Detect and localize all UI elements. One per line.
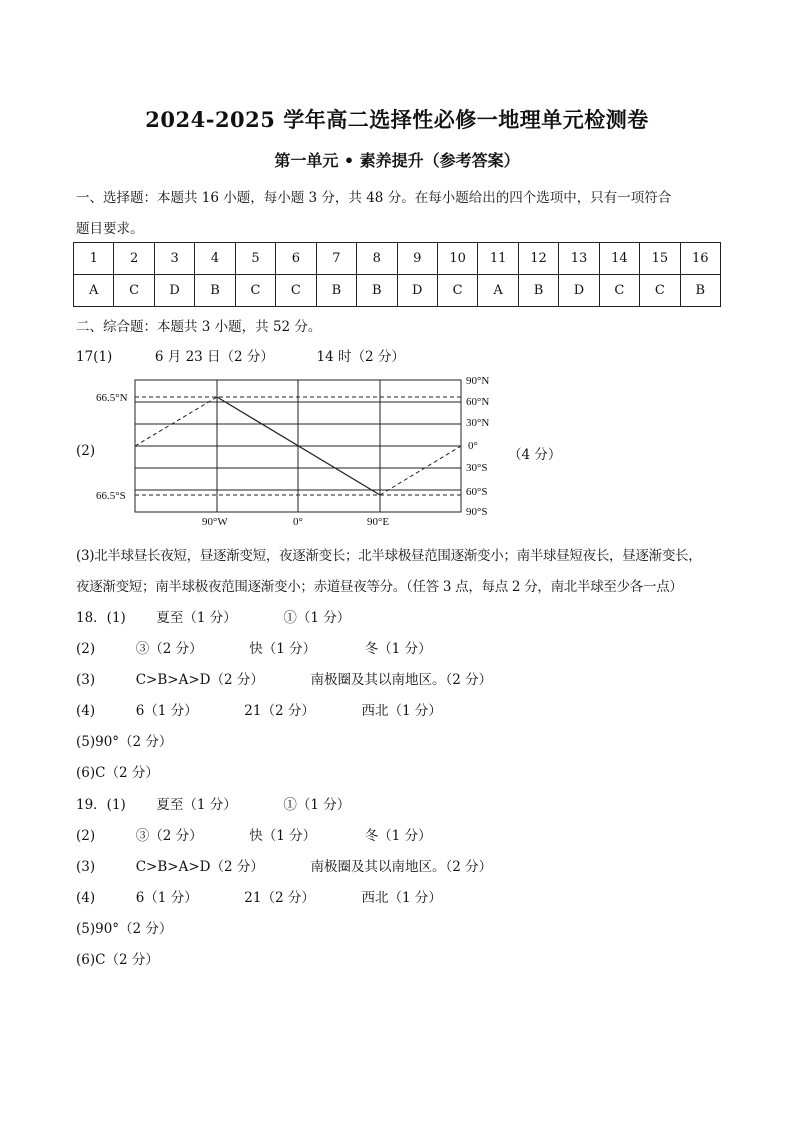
q17-answer-date: 6 月 23 日（2 分） <box>154 349 274 365</box>
question-number: 10 <box>437 243 477 275</box>
q18-row5: (5)90°（2 分） <box>76 734 173 750</box>
answer-cell: B <box>316 275 356 307</box>
question-number: 8 <box>357 243 397 275</box>
question-number: 15 <box>640 243 680 275</box>
part-label: (2) <box>76 828 96 844</box>
section1-instruction-cont: 题目要求。 <box>76 221 144 237</box>
answer-text: 21（2 分） <box>244 703 315 719</box>
answer-text: 冬（1 分） <box>364 828 432 844</box>
answer-text: ①（1 分） <box>283 797 351 813</box>
illumination-diagram <box>90 375 510 530</box>
q17-answer-time: 14 时（2 分） <box>316 349 405 365</box>
label-0-meridian: 0° <box>293 516 303 528</box>
part-label: (3) <box>76 672 96 688</box>
answer-text: 夏至（1 分） <box>156 797 237 813</box>
q17-part3-line2: 夜逐渐变短；南半球极夜范围逐渐变小；赤道昼夜等分。（任答 3 点，每点 2 分，南北半球至少各一点） <box>76 579 683 595</box>
question-number: 3 <box>154 243 194 275</box>
label-30S: 30°S <box>466 462 488 474</box>
answer-text: 快（1 分） <box>249 641 317 657</box>
question-number: 6 <box>276 243 316 275</box>
answer-text: 夏至（1 分） <box>156 610 237 626</box>
q17-label: 17(1) <box>76 349 113 365</box>
answer-cell: A <box>478 275 518 307</box>
q19-label: 19．(1) <box>76 797 126 813</box>
label-90S: 90°S <box>466 506 488 518</box>
answer-cell: C <box>437 275 477 307</box>
answer-table-answers-row <box>74 275 721 307</box>
q19-row4 <box>76 886 442 906</box>
section2-instruction: 二、综合题：本题共 3 小题，共 52 分。 <box>76 319 322 335</box>
q17-part2-score: （4 分） <box>508 447 562 463</box>
page-title: 2024-2025 学年高二选择性必修一地理单元检测卷 <box>145 107 649 132</box>
answer-text: C>B>A>D（2 分） <box>135 672 264 688</box>
q17-part2-label: (2) <box>76 443 96 459</box>
section1-instruction: 一、选择题：本题共 16 小题，每小题 3 分，共 48 分。在每小题给出的四个选项中，只有一项符合 <box>76 190 672 206</box>
question-number: 9 <box>397 243 437 275</box>
question-number: 16 <box>680 243 720 275</box>
answer-text: 冬（1 分） <box>364 641 432 657</box>
answer-cell: D <box>154 275 194 307</box>
answer-cell: B <box>518 275 558 307</box>
answer-cell: B <box>357 275 397 307</box>
answer-cell: C <box>276 275 316 307</box>
q19-row2 <box>76 824 432 844</box>
answer-table-numbers-row <box>74 243 721 275</box>
q19-row3 <box>76 855 492 875</box>
label-90E: 90°E <box>367 516 390 528</box>
answer-text: C>B>A>D（2 分） <box>135 859 264 875</box>
label-66-5S: 66.5°S <box>96 490 126 502</box>
q17-part1 <box>76 345 405 365</box>
q18-row4 <box>76 699 442 719</box>
answer-text: ①（1 分） <box>283 610 351 626</box>
q18-row6: (6)C（2 分） <box>76 765 159 781</box>
part-label: (2) <box>76 641 96 657</box>
answer-cell: A <box>74 275 114 307</box>
answer-text: 西北（1 分） <box>361 703 442 719</box>
terminator-dashed-left <box>135 397 217 446</box>
q17-part3-line1: (3)北半球昼长夜短，昼逐渐变短，夜逐渐变长；北半球极昼范围逐渐变小；南半球昼短夜长，昼逐渐变长， <box>76 548 702 564</box>
q19-row5: (5)90°（2 分） <box>76 921 173 937</box>
label-60S: 60°S <box>466 486 488 498</box>
label-90N: 90°N <box>466 375 490 387</box>
answer-cell: D <box>559 275 599 307</box>
label-60N: 60°N <box>466 396 490 408</box>
question-number: 1 <box>74 243 114 275</box>
part-label: (3) <box>76 859 96 875</box>
part-label: (4) <box>76 890 96 906</box>
answer-cell: C <box>599 275 639 307</box>
answer-text: ③（2 分） <box>135 641 203 657</box>
answer-text: 南极圈及其以南地区。（2 分） <box>310 859 493 875</box>
part-label: (4) <box>76 703 96 719</box>
q18-row1 <box>76 606 350 626</box>
q18-row3 <box>76 668 492 688</box>
answer-text: 21（2 分） <box>244 890 315 906</box>
answer-text: ③（2 分） <box>135 828 203 844</box>
question-number: 13 <box>559 243 599 275</box>
question-number: 12 <box>518 243 558 275</box>
label-66-5N: 66.5°N <box>96 392 128 404</box>
answer-cell: D <box>397 275 437 307</box>
answer-cell: C <box>235 275 275 307</box>
page-subtitle: 第一单元 • 素养提升（参考答案） <box>274 151 520 170</box>
question-number: 7 <box>316 243 356 275</box>
q19-row6: (6)C（2 分） <box>76 952 159 968</box>
answer-text: 快（1 分） <box>249 828 317 844</box>
question-number: 14 <box>599 243 639 275</box>
answer-cell: B <box>195 275 235 307</box>
label-90W: 90°W <box>202 516 228 528</box>
answer-cell: B <box>680 275 720 307</box>
q18-row2 <box>76 637 432 657</box>
answer-table <box>73 242 721 307</box>
q19-row1 <box>76 793 350 813</box>
terminator-dashed-right <box>380 446 461 495</box>
answer-text: 西北（1 分） <box>361 890 442 906</box>
answer-text: 6（1 分） <box>135 703 198 719</box>
answer-cell: C <box>640 275 680 307</box>
label-equator: 0° <box>468 440 478 452</box>
answer-text: 南极圈及其以南地区。（2 分） <box>310 672 493 688</box>
answer-text: 6（1 分） <box>135 890 198 906</box>
question-number: 11 <box>478 243 518 275</box>
question-number: 4 <box>195 243 235 275</box>
question-number: 2 <box>114 243 154 275</box>
q18-label: 18．(1) <box>76 610 126 626</box>
answer-cell: C <box>114 275 154 307</box>
label-30N: 30°N <box>466 417 490 429</box>
question-number: 5 <box>235 243 275 275</box>
